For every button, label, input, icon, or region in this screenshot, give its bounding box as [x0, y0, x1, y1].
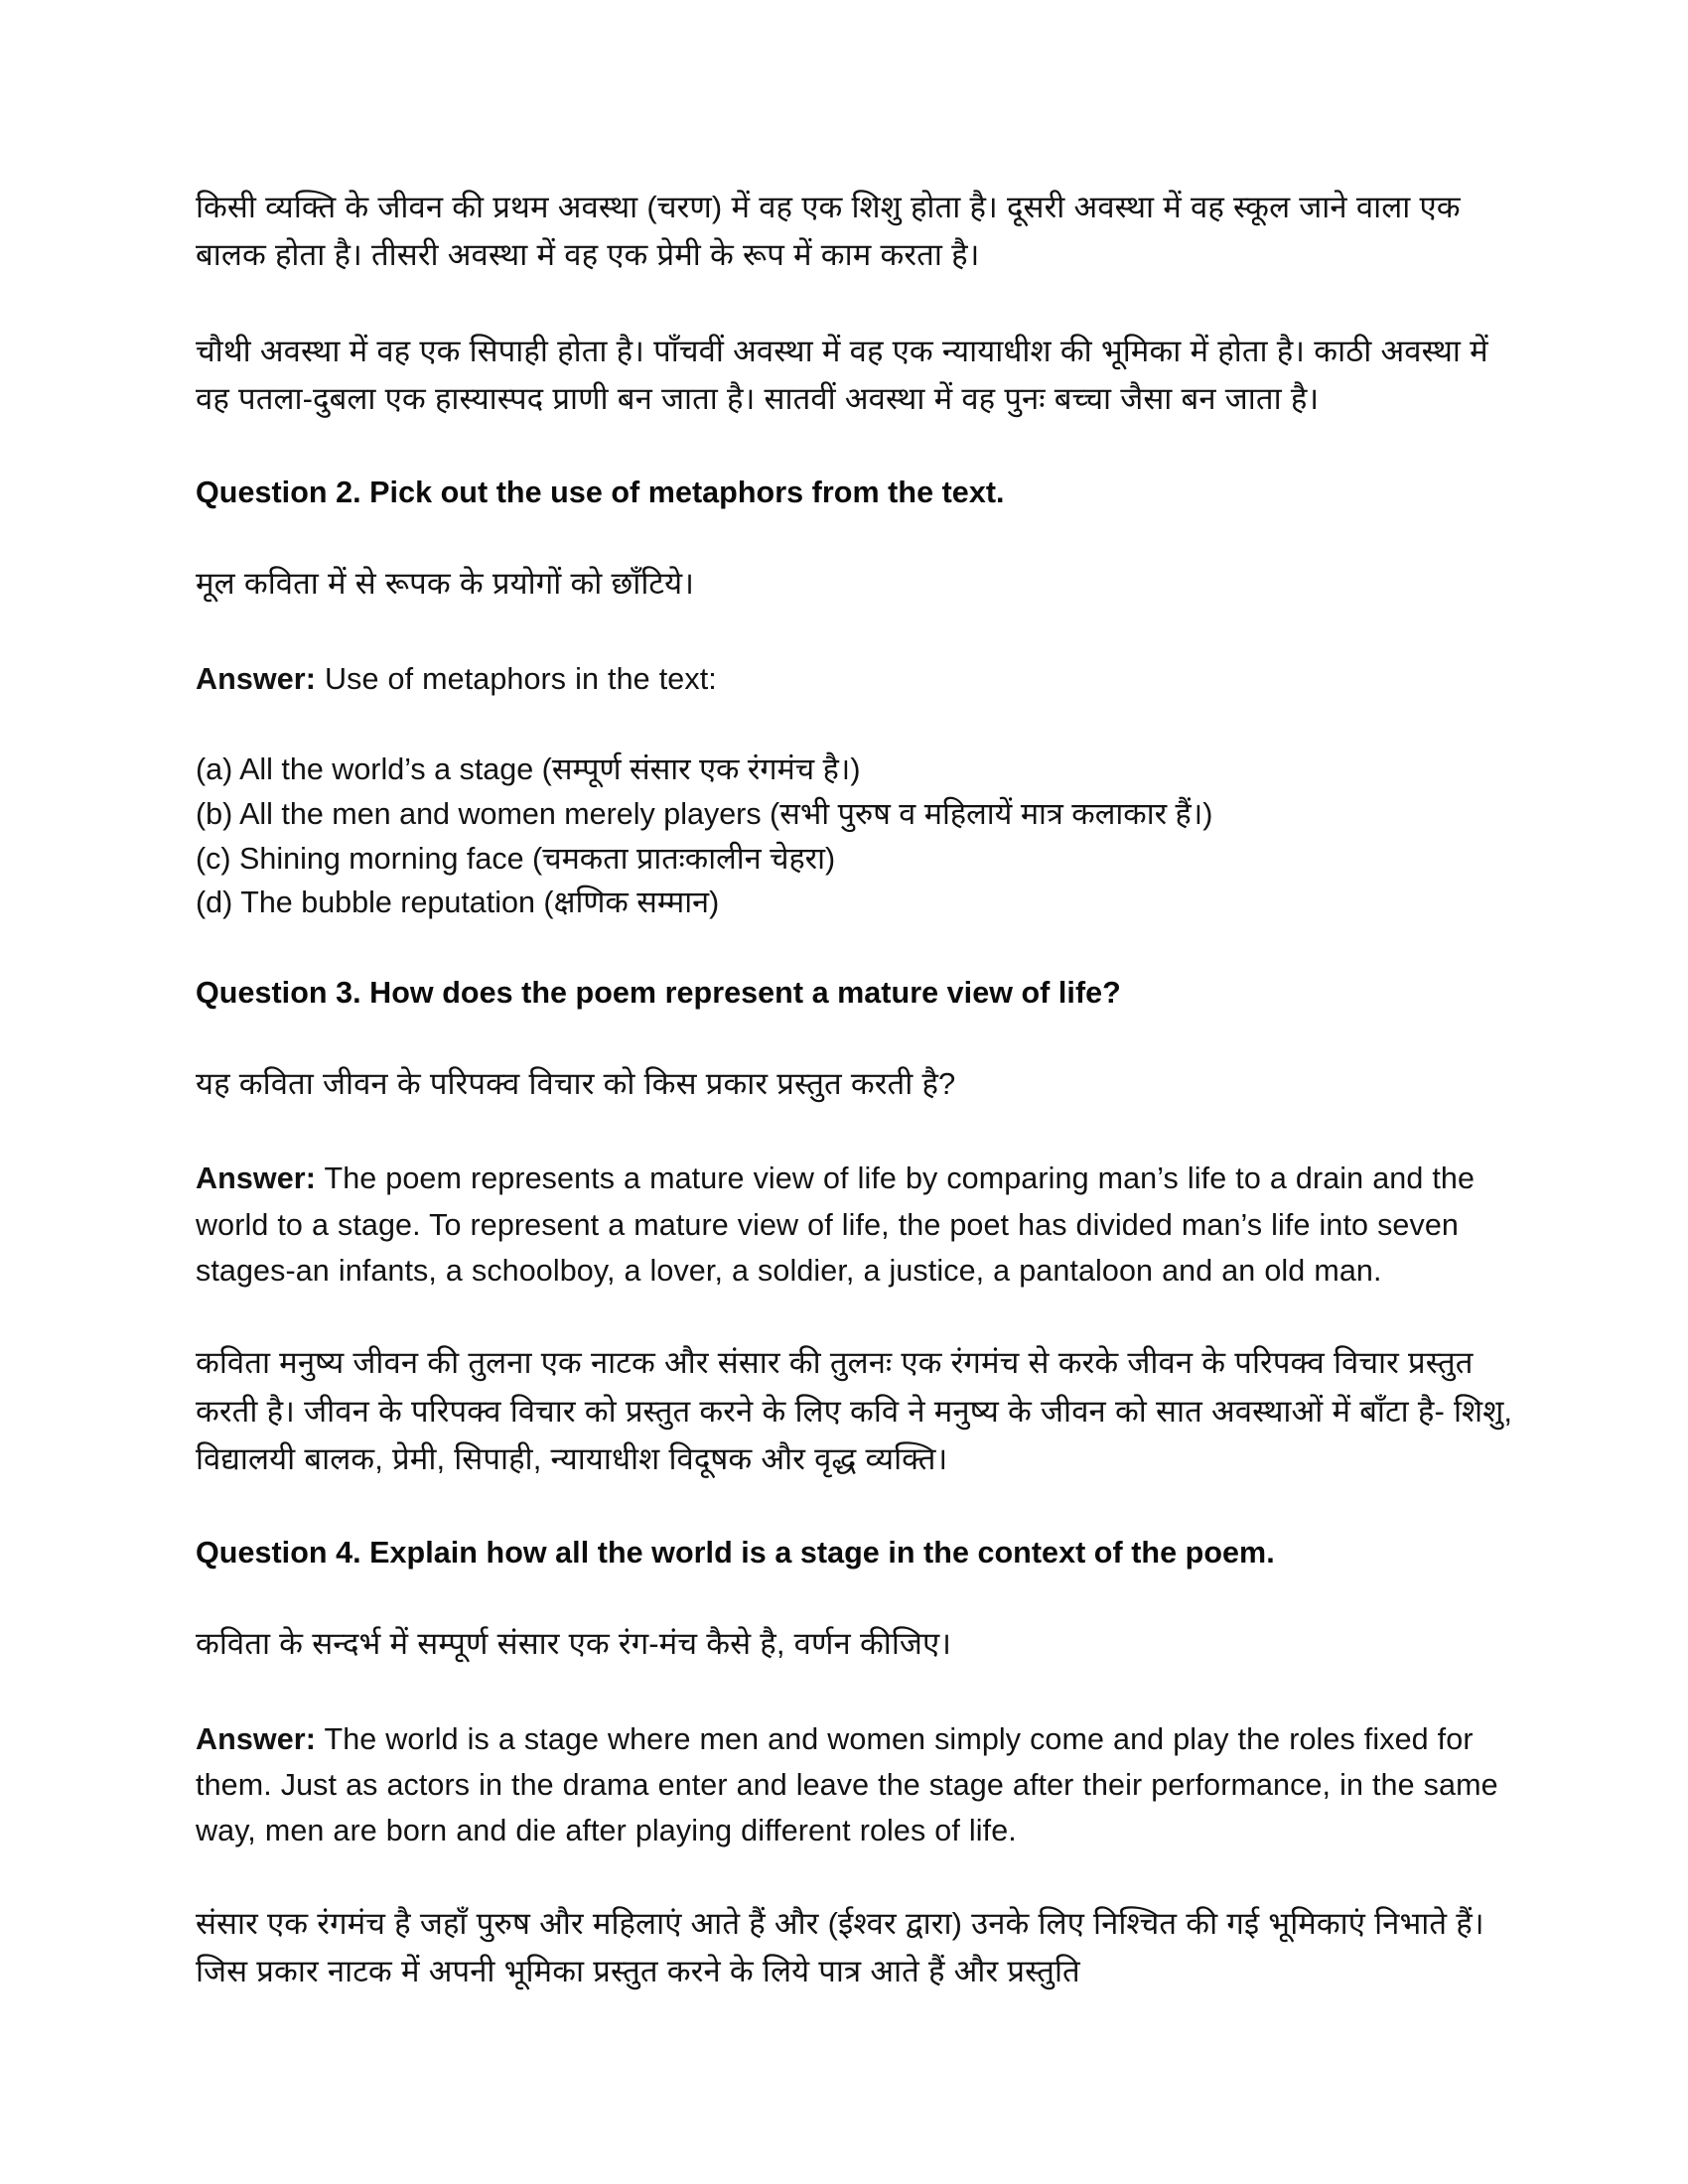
question-3-hindi-prompt: यह कविता जीवन के परिपक्व विचार को किस प्रकार प्रस्तुत करती है? [196, 1065, 956, 1101]
answer-text-q4: The world is a stage where men and women simply come and play the roles fixed for them. Just as actors in the drama enter and leave the stage after their performance, in the same way, men are born and die after playing different roles of life. [196, 1721, 1498, 1848]
intro-paragraph-2: चौथी अवस्था में वह एक सिपाही होता है। पाँचवीं अवस्था में वह एक न्यायाधीश की भूमिका में होता है। काठी अवस्था में वह पतला-दुबला एक हास्यास्पद प्राणी बन जाता है। सातवीं अवस्था में वह पुनः बच्चा जैसा बन जाता है। [196, 333, 1488, 417]
list-item: (c) Shining morning face (चमकता प्रातःकालीन चेहरा) [196, 841, 836, 876]
list-item: (b) All the men and women merely players (सभी पुरुष व महिलायें मात्र कलाकार हैं।) [196, 796, 1213, 831]
metaphor-list [196, 748, 1516, 925]
question-4-hindi-prompt: कविता के सन्दर्भ में सम्पूर्ण संसार एक रंग-मंच कैसे है, वर्णन कीजिए। [196, 1626, 952, 1662]
answer-text-q2: Use of metaphors in the text: [316, 661, 717, 696]
question-4-hindi-answer: संसार एक रंगमंच है जहाँ पुरुष और महिलाएं आते हैं और (ईश्वर द्वारा) उनके लिए निश्चित की गई भूमिकाएं निभाते हैं। जिस प्रकार नाटक में अपनी भूमिका प्रस्तुत करने के लिये पात्र आते हैं और प्रस्तुति [196, 1905, 1484, 1989]
intro-paragraph-1: किसी व्यक्ति के जीवन की प्रथम अवस्था (चरण) में वह एक शिशु होता है। दूसरी अवस्था में वह स्कूल जाने वाला एक बालक होता है। तीसरी अवस्था में वह एक प्रेमी के रूप में काम करता है। [196, 190, 1461, 273]
question-2-answer [196, 656, 1516, 702]
question-4-heading: Question 4. Explain how all the world is a stage in the context of the poem. [196, 1536, 1275, 1570]
document-content [196, 184, 1516, 1995]
list-item: (d) The bubble reputation (क्षणिक सम्मान) [196, 886, 720, 920]
question-3-answer [196, 1156, 1516, 1294]
answer-label-q4: Answer: [196, 1721, 317, 1756]
answer-label-q2: Answer: [196, 661, 317, 696]
question-3-hindi-answer: कविता मनुष्य जीवन की तुलना एक नाटक और संसार की तुलनः एक रंगमंच से करके जीवन के परिपक्व विचार प्रस्तुत करती है। जीवन के परिपक्व विचार को प्रस्तुत करने के लिए कवि ने मनुष्य के जीवन को सात अवस्थाओं में बाँटा है- शिशु, विद्यालयी बालक, प्रेमी, सिपाही, न्यायाधीश विदूषक और वृद्ध व्यक्ति। [196, 1345, 1513, 1477]
list-item: (a) All the world’s a stage (सम्पूर्ण संसार एक रंगमंच है।) [196, 751, 861, 786]
question-3-heading: Question 3. How does the poem represent a mature view of life? [196, 976, 1121, 1011]
question-2-heading: Question 2. Pick out the use of metaphors from the text. [196, 476, 1005, 510]
question-4-answer [196, 1716, 1516, 1854]
question-2-hindi-prompt: मूल कविता में से रूपक के प्रयोगों को छाँटिये। [196, 566, 695, 602]
answer-label-q3: Answer: [196, 1161, 317, 1196]
answer-text-q3: The poem represents a mature view of life by comparing man’s life to a drain and the world to a stage. To represent a mature view of life, the poet has divided man’s life into seven stages-an infants, a schoolboy, a lover, a soldier, a justice, a pantaloon and an old man. [196, 1161, 1476, 1289]
